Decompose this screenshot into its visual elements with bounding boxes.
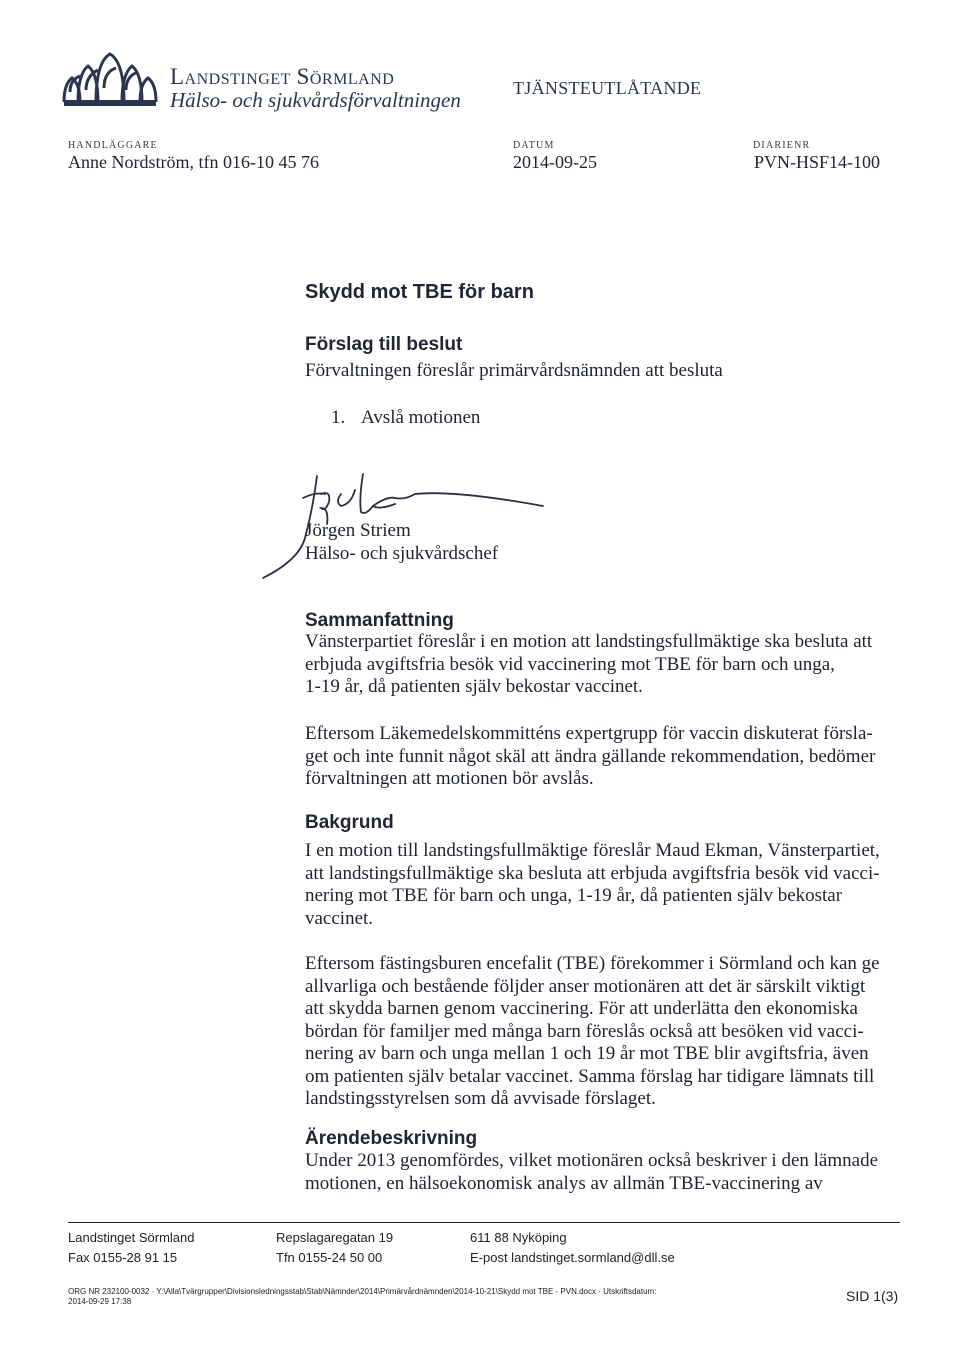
org-name-second: Sörmland — [296, 64, 395, 89]
footer-org: Landstinget Sörmland — [68, 1230, 195, 1245]
document-type: TJÄNSTEUTLÅTANDE — [513, 78, 702, 98]
summary-paragraph-1 — [305, 631, 905, 699]
diary-label: DIARIENR — [753, 140, 811, 151]
text-line: 1-19 år, då patienten själv bekostar vaccinet. — [305, 676, 643, 697]
case-paragraph — [305, 1150, 905, 1195]
text-line: förvaltningen att motionen bör avslås. — [305, 768, 594, 789]
footer-fax: Fax 0155-28 91 15 — [68, 1250, 178, 1265]
proposal-item-number: 1. — [331, 407, 346, 428]
handler-value: Anne Nordström, tfn 016-10 45 76 — [68, 152, 319, 172]
handler-label: HANDLÄGGARE — [68, 140, 158, 151]
text-line: get och inte funnit något skäl att ändra gällande rekommendation, bedömer — [305, 745, 876, 767]
footer-print-date: 2014-09-29 17:38 — [68, 1297, 132, 1306]
proposal-heading: Förslag till beslut — [305, 334, 463, 355]
summary-heading: Sammanfattning — [305, 610, 454, 631]
text-line: bördan för familjer med många barn föreslås också att besöken vid vacci- — [305, 1020, 864, 1042]
text-line: Under 2013 genomfördes, vilket motionären också beskriver i den lämnade — [305, 1150, 878, 1171]
text-line: I en motion till landstingsfullmäktige föreslår Maud Ekman, Vänsterpartiet, — [305, 840, 880, 861]
footer-street: Repslagaregatan 19 — [276, 1230, 394, 1245]
case-heading: Ärendebeskrivning — [305, 1128, 478, 1149]
footer-email: E-post landstinget.sormland@dll.se — [470, 1250, 675, 1265]
text-line: allvarliga och bestående följder anser motionären att det är särskilt viktigt — [305, 975, 866, 997]
document-title: Skydd mot TBE för barn — [305, 281, 534, 303]
text-line: att skydda barnen genom vaccinering. För att underlätta den ekonomiska — [305, 998, 858, 1019]
text-line: att landstingsfullmäktige ska besluta att erbjuda avgiftsfria besök vid vacci- — [305, 862, 880, 884]
summary-paragraph-2 — [305, 723, 905, 791]
background-paragraph-2 — [305, 953, 905, 1111]
signer-title: Hälso- och sjukvårdschef — [305, 543, 499, 564]
signer-name: Jörgen Striem — [305, 520, 411, 541]
footer-divider — [68, 1222, 900, 1223]
org-name-first: Landstinget — [170, 64, 291, 89]
org-name — [170, 64, 394, 90]
text-line: Eftersom fästingsburen encefalit (TBE) förekommer i Sörmland och kan ge — [305, 953, 880, 974]
page-indicator: SID 1(3) — [846, 1288, 899, 1304]
text-line: landstingsstyrelsen som då avvisade förslaget. — [305, 1088, 656, 1109]
background-paragraph-1 — [305, 840, 905, 930]
date-value: 2014-09-25 — [513, 152, 597, 172]
background-heading: Bakgrund — [305, 812, 394, 833]
footer-phone: Tfn 0155-24 50 00 — [276, 1250, 383, 1265]
text-line: nering av barn och unga mellan 1 och 19 år mot TBE blir avgiftsfria, även — [305, 1043, 869, 1064]
proposal-intro: Förvaltningen föreslår primärvårdsnämnden att besluta — [305, 360, 723, 381]
text-line: motionen, en hälsoekonomisk analys av allmän TBE-vaccinering av — [305, 1172, 823, 1194]
footer-postal: 611 88 Nyköping — [470, 1230, 567, 1245]
text-line: om patienten själv betalar vaccinet. Samma förslag har tidigare lämnats till — [305, 1065, 875, 1087]
text-line: vaccinet. — [305, 907, 374, 929]
landstinget-crown-logo-icon — [60, 50, 160, 108]
footer-org-nr-path: ORG NR 232100-0032 · Y:\Alla\Tvärgrupper\Divisionsledningsstab\Stab\Nämnder\2014\Primärvårdnämnden\2014-10-21\Skydd mot TBE - PVN.docx · Utskriftsdatum: — [68, 1287, 657, 1296]
text-line: Vänsterpartiet föreslår i en motion att landstingsfullmäktige ska besluta att — [305, 631, 873, 652]
diary-value: PVN-HSF14-100 — [754, 152, 881, 172]
org-subtitle: Hälso- och sjukvårdsförvaltningen — [170, 88, 461, 112]
text-line: erbjuda avgiftsfria besök vid vaccinering mot TBE för barn och unga, — [305, 653, 835, 675]
proposal-item-text: Avslå motionen — [361, 407, 481, 428]
date-label: DATUM — [513, 140, 555, 151]
text-line: Eftersom Läkemedelskommitténs expertgrupp för vaccin diskuterat försla- — [305, 723, 873, 744]
text-line: nering mot TBE för barn och unga, 1-19 år, då patienten själv bekostar — [305, 885, 843, 906]
